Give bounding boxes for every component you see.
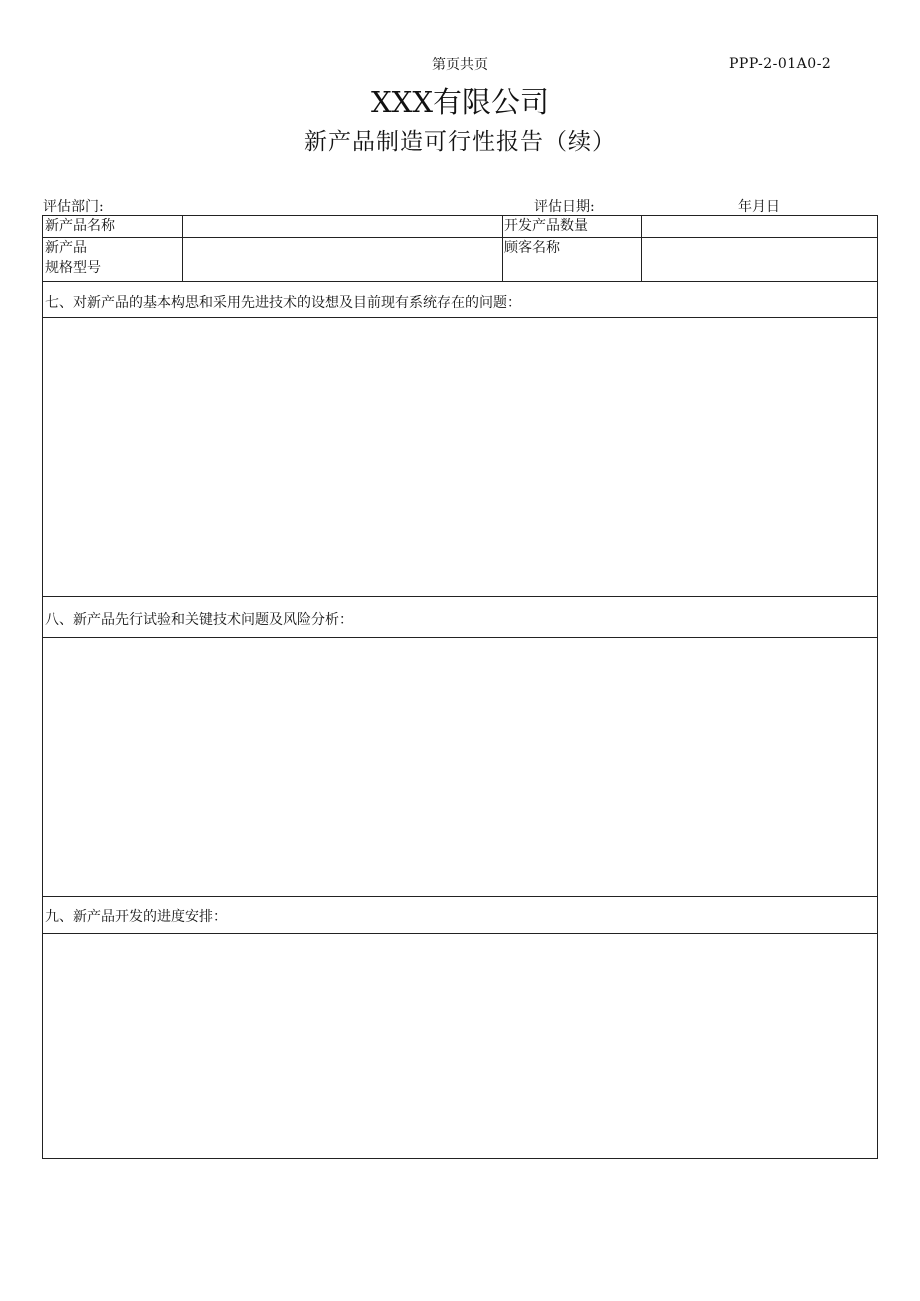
page-info: 第页共页 [432, 57, 488, 73]
customer-field[interactable] [643, 239, 875, 280]
col-divider [641, 216, 642, 281]
dev-quantity-field[interactable] [643, 217, 875, 236]
feasibility-form [42, 215, 878, 1159]
report-title: 新产品制造可行性报告（续） [304, 129, 616, 155]
spec-label-line1: 新产品 [45, 240, 87, 256]
eval-date-value: 年月日 [738, 199, 780, 215]
section-nine-content[interactable] [45, 936, 875, 1156]
row-divider [43, 637, 877, 638]
section-eight-content[interactable] [45, 640, 875, 894]
section-eight-label: 八、新产品先行试验和关键技术问题及风险分析： [45, 612, 353, 628]
company-name: XXX有限公司 [371, 85, 549, 119]
col-divider [502, 216, 503, 281]
section-nine-label: 九、新产品开发的进度安排： [45, 909, 227, 925]
row-divider [43, 896, 877, 897]
row-divider [43, 281, 877, 282]
section-seven-label: 七、对新产品的基本构思和采用先进技术的设想及目前现有系统存在的问题： [45, 295, 521, 311]
row-divider [43, 317, 877, 318]
dev-quantity-label: 开发产品数量 [504, 218, 588, 234]
row-divider [43, 596, 877, 597]
col-divider [182, 216, 183, 281]
product-name-field[interactable] [184, 217, 500, 236]
eval-dept-label: 评估部门: [43, 199, 104, 215]
form-code: PPP-2-01A0-2 [729, 56, 832, 72]
spec-label-line2: 规格型号 [45, 260, 101, 276]
eval-date-label: 评估日期: [534, 199, 595, 215]
section-seven-content[interactable] [45, 320, 875, 594]
row-divider [43, 933, 877, 934]
spec-field[interactable] [184, 239, 500, 280]
customer-label: 顾客名称 [504, 240, 560, 256]
row-divider [43, 237, 877, 238]
product-name-label: 新产品名称 [45, 218, 115, 234]
